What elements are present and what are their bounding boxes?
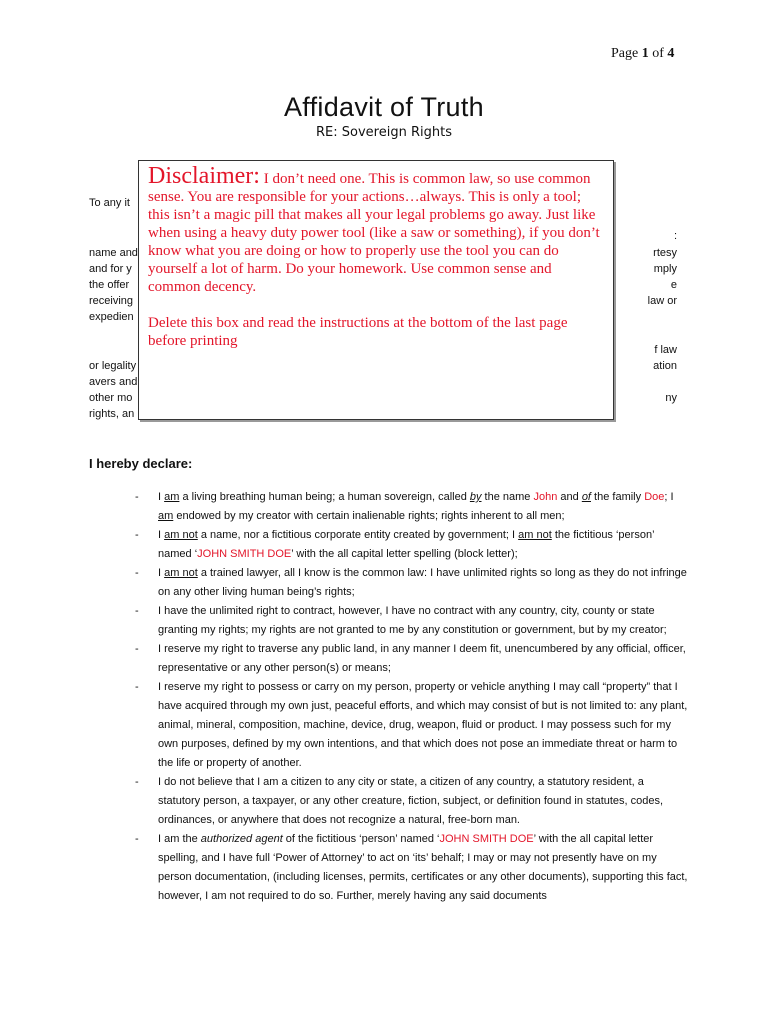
intro-fragment: name and xyxy=(89,247,138,259)
intro-fragment: ny xyxy=(665,392,677,404)
document-title: Affidavit of Truth xyxy=(283,92,484,122)
intro-fragment: e xyxy=(670,279,677,291)
intro-fragment: or legality xyxy=(89,360,137,372)
list-item: - I am not a name, nor a fictitious corporate entity created by government; I am not the fictitious ‘person’ named ‘JOHN SMITH DOE’ with the all capital letter spelling (block letter); xyxy=(89,526,689,564)
intro-fragment: f law xyxy=(654,344,677,356)
disclaimer-note: Delete this box and read the instructions at the bottom of the last page before printing xyxy=(148,315,568,349)
intro-fragment: ation xyxy=(653,360,677,372)
declare-heading: I hereby declare: xyxy=(89,456,193,471)
intro-fragment: rights, an xyxy=(89,408,135,420)
list-item: - I reserve my right to traverse any public land, in any manner I deem fit, unencumbered by any official, officer, representative or any other person(s) or means; xyxy=(89,640,689,678)
intro-fragment: rtesy xyxy=(653,247,677,259)
list-item: - I am a living breathing human being; a human sovereign, called by the name John and of the family Doe; I am endowed by my creator with certain inalienable rights; rights inherent to all men; xyxy=(89,488,689,526)
list-item: - I am the authorized agent of the fictitious ‘person’ named ‘JOHN SMITH DOE’ with the all capital letter spelling, and I have full ‘Power of Attorney’ to act on ‘its’ behalf; I may or may not presently have on my person documentation, (including licenses, permits, certificates or any other documents), supporting this fact, however, I am not required to do so. Further, merely having any said documents xyxy=(89,830,689,906)
disclaimer-box[interactable] xyxy=(138,160,614,420)
intro-fragment: other mo xyxy=(89,392,133,404)
intro-fragment: To any it xyxy=(89,197,130,209)
list-item: - I do not believe that I am a citizen to any city or state, a citizen of any country, a statutory resident, a statutory person, a taxpayer, or any other creature, fiction, subject, or definition found in statutes, codes, ordinances, or anywhere that does not recognize a natural, free-born man. xyxy=(89,773,689,830)
disclaimer-heading: Disclaimer: xyxy=(148,163,260,189)
intro-fragment: law or xyxy=(647,295,677,307)
page-number: Page 1 of 4 xyxy=(611,46,675,61)
intro-fragment: mply xyxy=(653,263,677,275)
disclaimer-body: I don’t need one. This is common law, so use common sense. You are responsible for your actions…always. This is only a tool; this isn’t a magic pill that makes all your legal problems go away. Just like when using a heavy duty power tool (like a saw or something), if you don’t know what you are doing or how to properly use the tool you can do yourself a lot of harm. Do your homework. Use common sense and common decency. xyxy=(148,171,600,295)
intro-fragment: : xyxy=(673,230,677,242)
list-item: - I have the unlimited right to contract, however, I have no contract with any country, city, county or state granting my rights; my rights are not granted to me by any constitution or government, but by my creator; xyxy=(89,602,689,640)
intro-fragment: the offer xyxy=(89,279,130,291)
intro-fragment: expedien xyxy=(89,311,134,323)
document-subtitle: RE: Sovereign Rights xyxy=(316,125,452,140)
list-item: - I am not a trained lawyer, all I know is the common law: I have unlimited rights so long as they do not infringe on any other living human being’s rights; xyxy=(89,564,689,602)
declaration-list xyxy=(89,488,689,906)
intro-fragment: receiving xyxy=(89,295,134,307)
disclaimer-text xyxy=(148,163,604,296)
intro-fragment: avers and xyxy=(89,376,138,388)
list-item: - I reserve my right to possess or carry on my person, property or vehicle anything I may call “property” that I have acquired through my own just, peaceful efforts, and which may consist of but is not limited to: any plant, animal, mineral, composition, machine, device, drug, weapon, fluid or product. I may possess such for my own purposes, defined by my own intentions, and that which does not pose an immediate threat or harm to the life or property of another. xyxy=(89,678,689,773)
intro-fragment: and for y xyxy=(89,263,132,275)
